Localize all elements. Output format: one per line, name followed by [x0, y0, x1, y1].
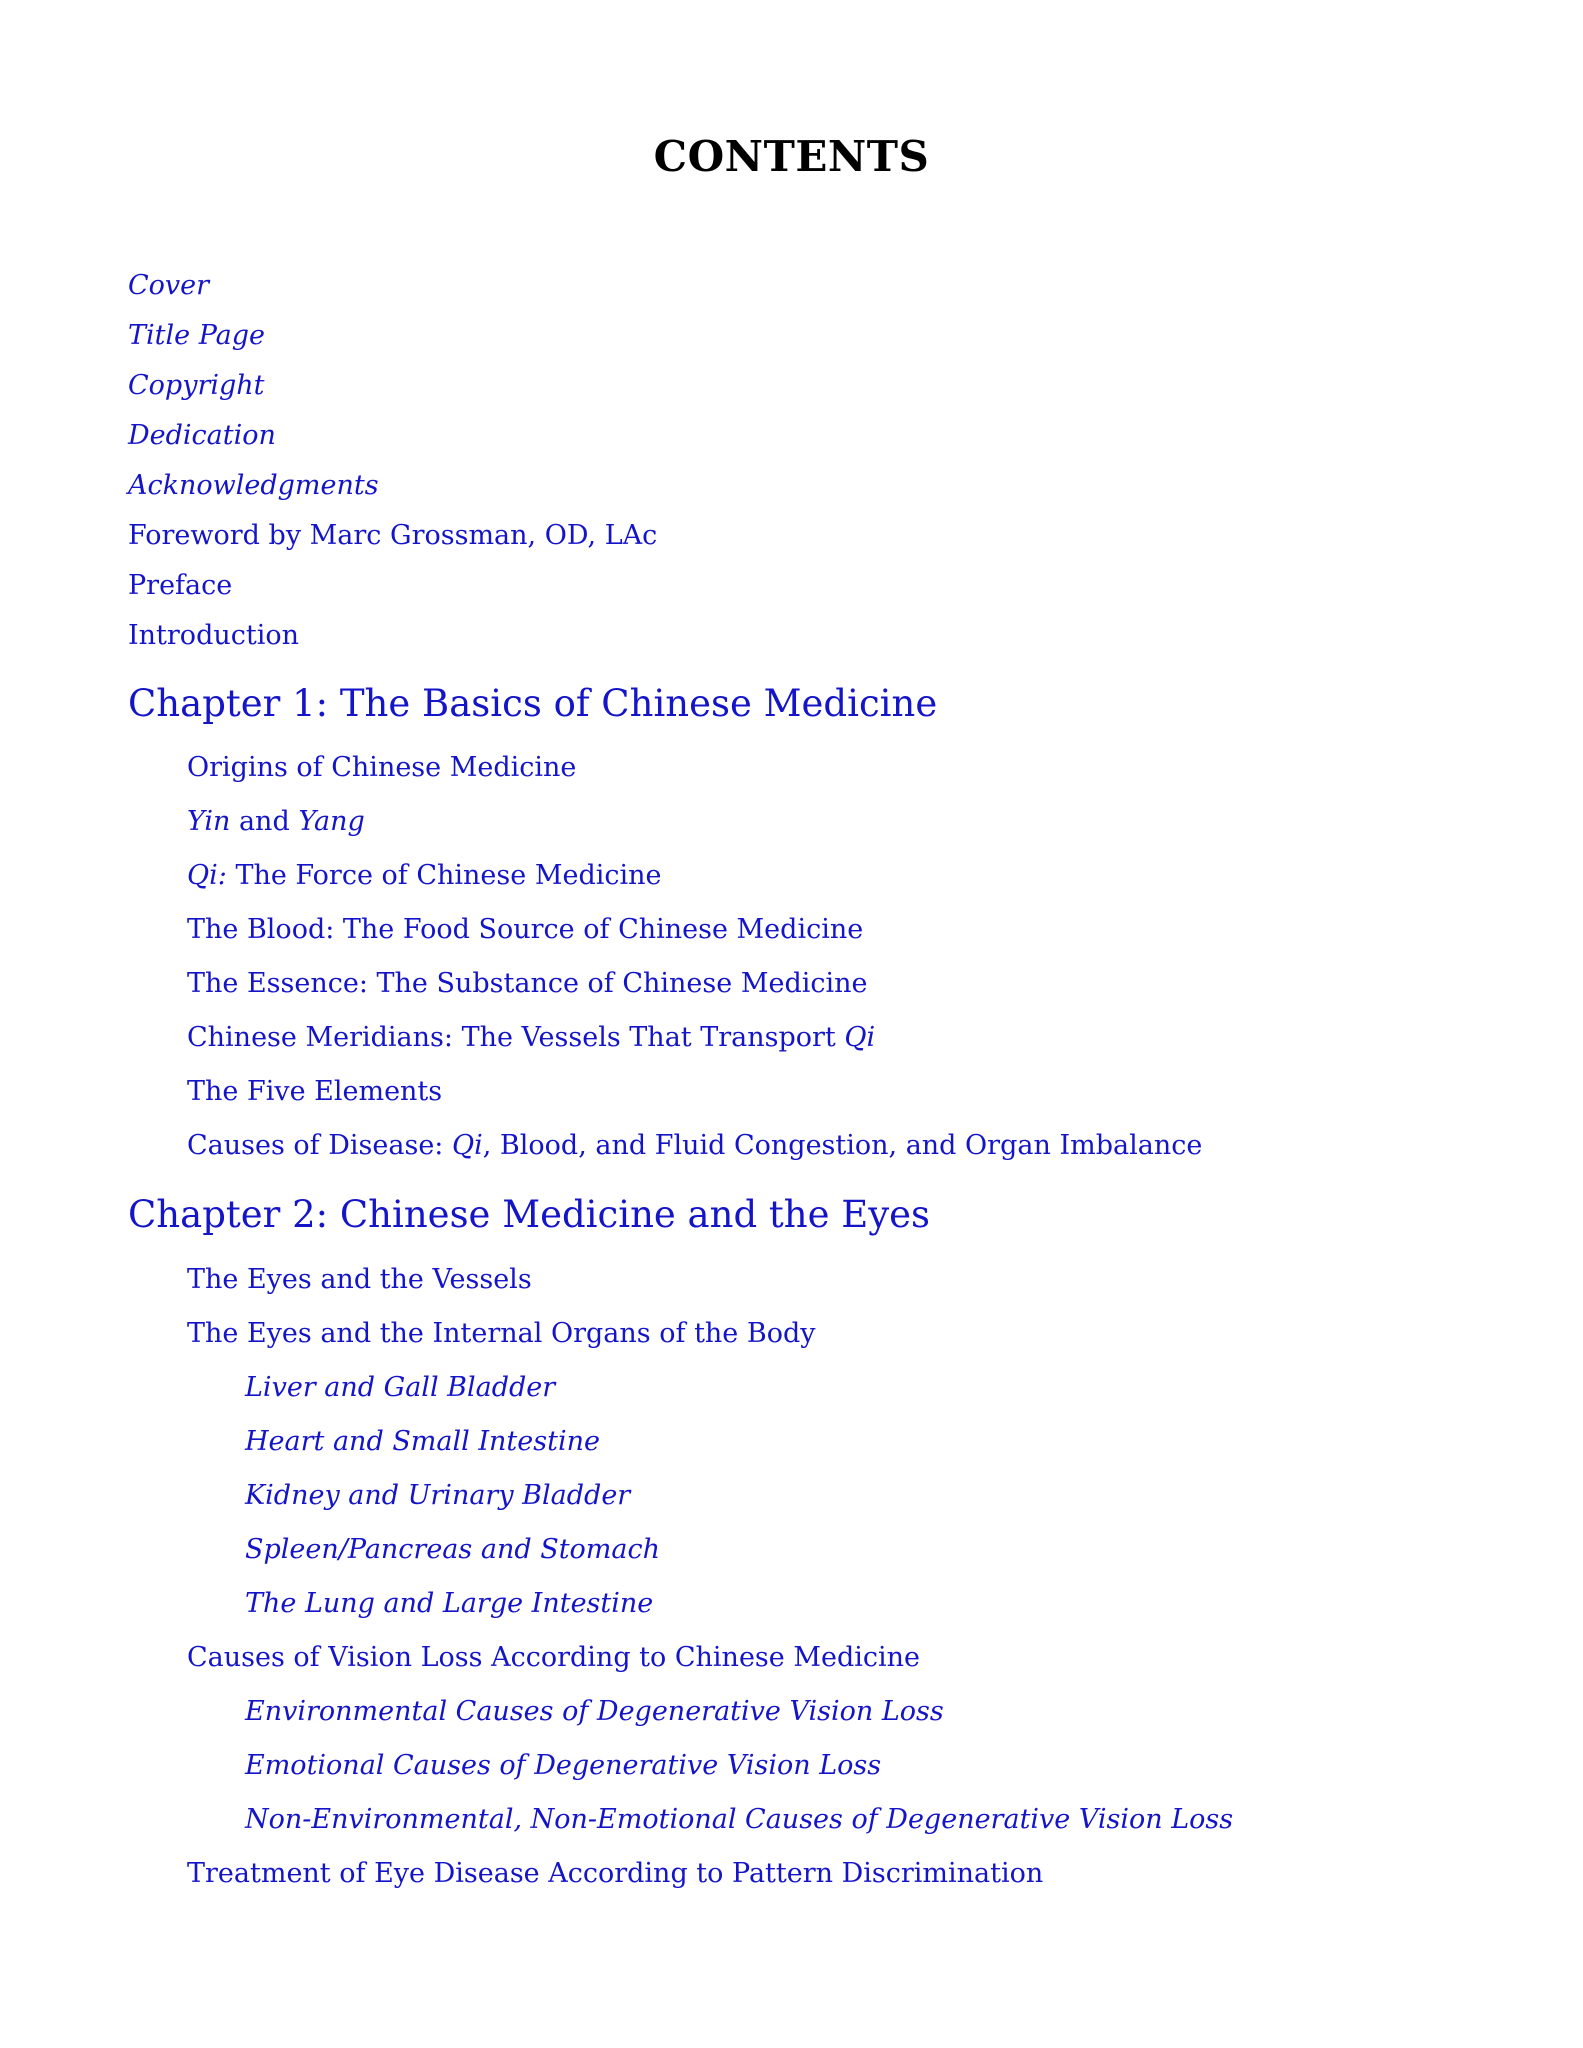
toc-link-foreword[interactable]: Foreword by Marc Grossman, OD, LAc — [128, 520, 658, 551]
toc-link-essence[interactable]: The Essence: The Substance of Chinese Medicine — [187, 968, 868, 999]
toc-text-qi: Qi: — [187, 860, 227, 891]
toc-link-treatment[interactable]: Treatment of Eye Disease According to Pattern Discrimination — [187, 1858, 1044, 1889]
toc-link-five-elements[interactable]: The Five Elements — [187, 1076, 443, 1107]
toc-link-origins[interactable]: Origins of Chinese Medicine — [187, 752, 577, 783]
toc-link-acknowledgments[interactable]: Acknowledgments — [128, 470, 379, 501]
toc-text-and: and — [230, 806, 299, 837]
toc-link-qi-force[interactable] — [187, 860, 662, 891]
toc-link-meridians[interactable] — [187, 1022, 875, 1053]
toc-link-environmental-causes[interactable]: Environmental Causes of Degenerative Vision Loss — [245, 1696, 944, 1727]
toc-link-eyes-vessels[interactable]: The Eyes and the Vessels — [187, 1264, 532, 1295]
toc-text-yang: Yang — [298, 806, 365, 837]
toc-link-emotional-causes[interactable]: Emotional Causes of Degenerative Vision Loss — [245, 1750, 882, 1781]
toc-text-qi-rest: The Force of Chinese Medicine — [226, 860, 662, 891]
toc-link-vision-loss[interactable]: Causes of Vision Loss According to Chinese Medicine — [187, 1642, 921, 1673]
toc-text-causes-pre: Causes of Disease: — [187, 1130, 452, 1161]
toc-link-lung[interactable]: The Lung and Large Intestine — [245, 1588, 654, 1619]
toc-link-heart[interactable]: Heart and Small Intestine — [245, 1426, 600, 1457]
toc-text-causes-qi: Qi — [451, 1130, 483, 1161]
toc-link-title-page[interactable]: Title Page — [128, 320, 266, 351]
toc-link-copyright[interactable]: Copyright — [128, 370, 265, 401]
toc-link-preface[interactable]: Preface — [128, 570, 233, 601]
toc-link-liver[interactable]: Liver and Gall Bladder — [245, 1372, 556, 1403]
toc-link-blood[interactable]: The Blood: The Food Source of Chinese Medicine — [187, 914, 864, 945]
toc-link-non-environmental-causes[interactable]: Non-Environmental, Non-Emotional Causes of Degenerative Vision Loss — [245, 1804, 1234, 1835]
toc-link-introduction[interactable]: Introduction — [128, 620, 299, 651]
toc-link-chapter-2[interactable]: Chapter 2: Chinese Medicine and the Eyes — [128, 1193, 931, 1236]
toc-text-meridians: Chinese Meridians: The Vessels That Transport — [187, 1022, 845, 1053]
toc-link-chapter-1[interactable]: Chapter 1: The Basics of Chinese Medicine — [128, 682, 938, 725]
toc-text-meridians-qi: Qi — [844, 1022, 876, 1053]
toc-link-causes-of-disease[interactable] — [187, 1130, 1202, 1161]
toc-link-spleen[interactable]: Spleen/Pancreas and Stomach — [245, 1534, 661, 1565]
toc-link-eyes-organs[interactable]: The Eyes and the Internal Organs of the Body — [187, 1318, 816, 1349]
toc-text-causes-post: , Blood, and Fluid Congestion, and Organ Imbalance — [482, 1130, 1203, 1161]
toc-text-yin: Yin — [187, 806, 231, 837]
page-title: CONTENTS — [653, 132, 930, 181]
toc-link-kidney[interactable]: Kidney and Urinary Bladder — [245, 1480, 631, 1511]
toc-link-dedication[interactable]: Dedication — [128, 420, 276, 451]
toc-link-yin-yang[interactable] — [187, 806, 365, 837]
toc-link-cover[interactable]: Cover — [128, 270, 210, 301]
